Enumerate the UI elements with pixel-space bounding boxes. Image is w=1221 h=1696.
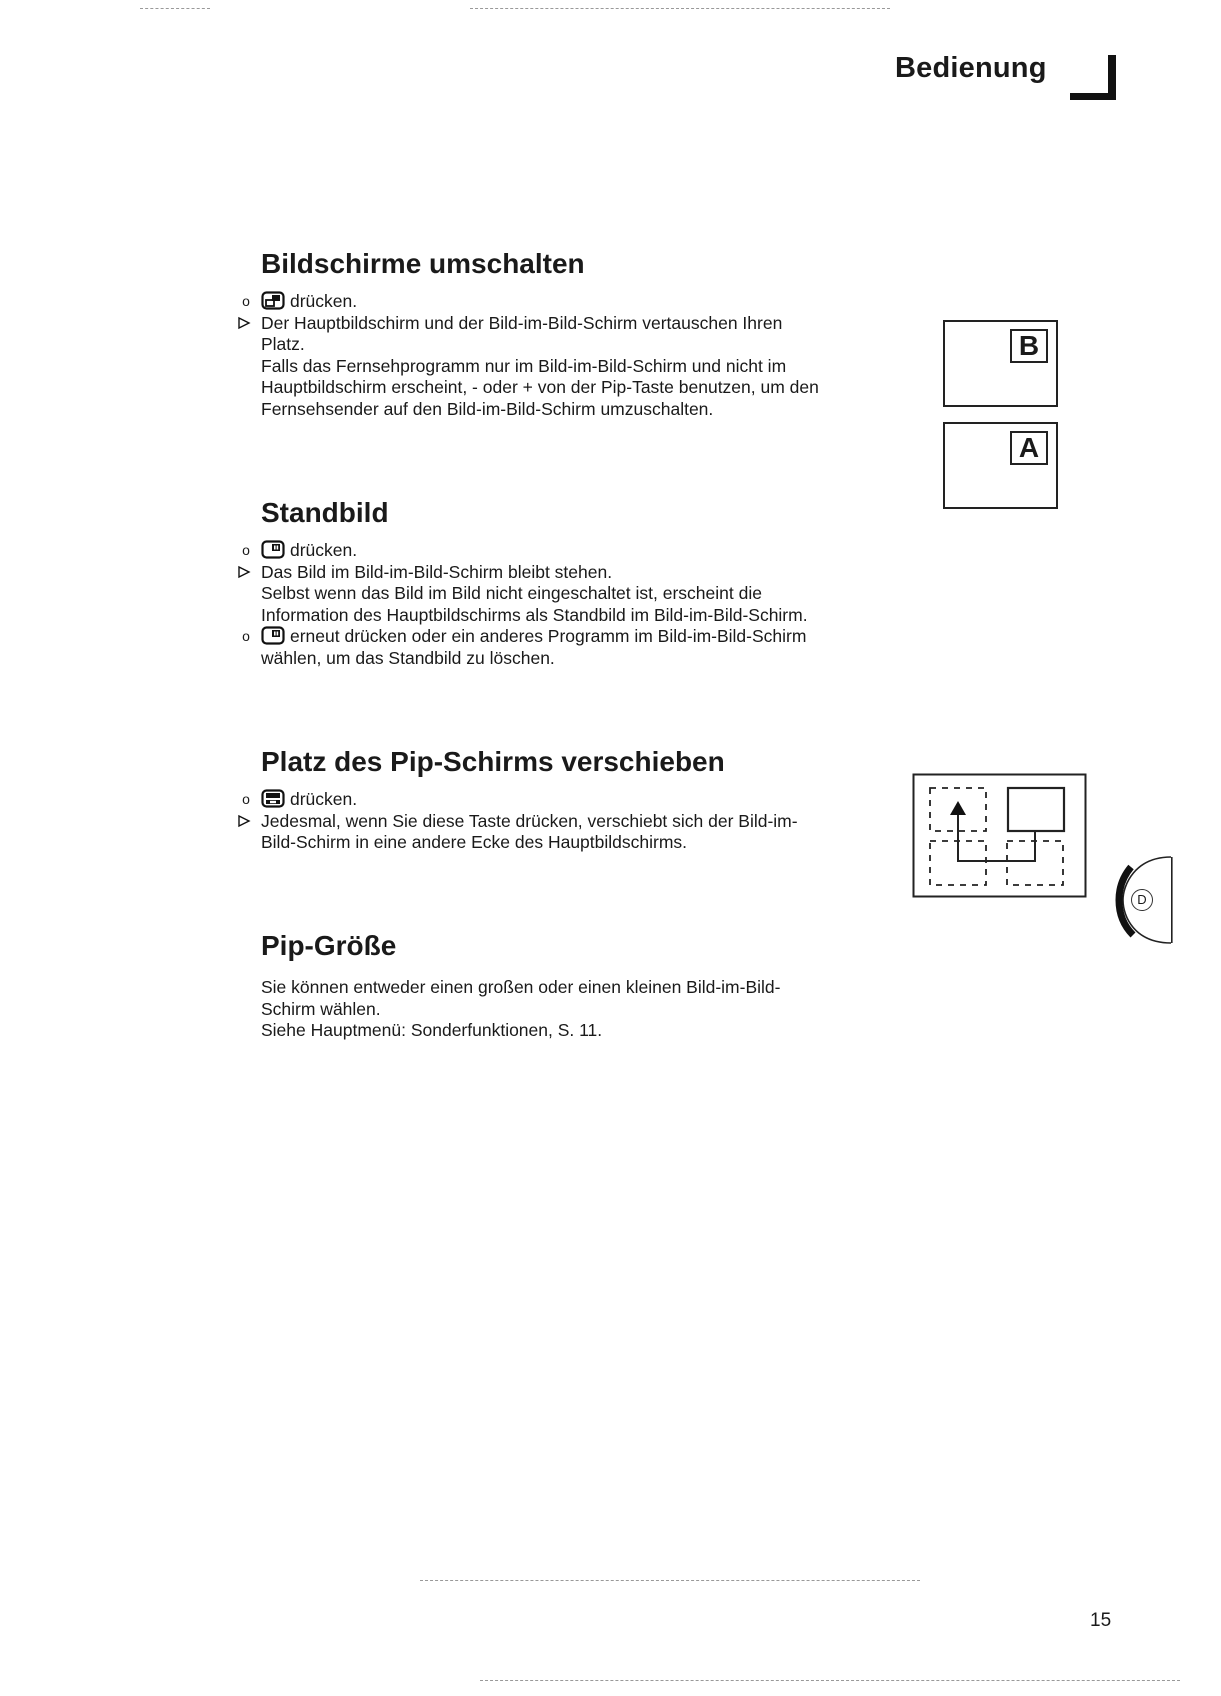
scan-artifact: [470, 8, 890, 10]
instruction-action: o erneut drücken oder ein anderes Programm im Bild-im-Bild-Schirm: [261, 626, 901, 648]
result-arrow-icon: [237, 316, 251, 330]
instruction-text: wählen, um das Standbild zu löschen.: [261, 647, 555, 668]
language-tab-label: D: [1131, 889, 1153, 911]
instruction-text: Bild-Schirm in eine andere Ecke des Hauptbildschirms.: [261, 832, 688, 852]
section-title-move-pip: Platz des Pip-Schirms verschieben: [261, 746, 725, 777]
screen-figure-bottom: [943, 422, 1058, 509]
section-body-freeze: [242, 540, 901, 669]
paragraph-line: Siehe Hauptmenü: Sonderfunktionen, S. 11.: [261, 1020, 603, 1040]
instruction-result: Jedesmal, wenn Sie diese Taste drücken, verschiebt sich der Bild-im-: [261, 811, 901, 833]
scan-artifact: [140, 8, 210, 10]
page-number: 15: [1090, 1610, 1112, 1631]
result-arrow-icon: [237, 814, 251, 828]
section-title-freeze: Standbild: [261, 497, 389, 528]
section-title-pip-size: Pip-Größe: [261, 930, 397, 961]
instruction-text: Fernsehsender auf den Bild-im-Bild-Schirm umzuschalten.: [261, 398, 714, 419]
instruction-result: Das Bild im Bild-im-Bild-Schirm bleibt stehen.: [261, 562, 901, 584]
instruction-action: o drücken.: [261, 540, 901, 562]
scan-artifact: [480, 1680, 1180, 1682]
instruction-action: o drücken.: [261, 291, 901, 313]
paragraph-line: Sie können entweder einen großen oder einen kleinen Bild-im-Bild-: [261, 977, 781, 997]
section-body-move-pip: [242, 789, 901, 854]
freeze-icon: [261, 626, 285, 645]
result-arrow-icon: [237, 565, 251, 579]
screen-label-a: A: [1010, 431, 1048, 465]
instruction-text: Falls das Fernsehprogramm nur im Bild-im-Bild-Schirm und nicht im: [261, 355, 787, 376]
section-body-swap: [242, 291, 901, 420]
instruction-result: Der Hauptbildschirm und der Bild-im-Bild-Schirm vertauschen Ihren: [261, 313, 901, 335]
instruction-text: Selbst wenn das Bild im Bild nicht eingeschaltet ist, erscheint die: [261, 583, 762, 603]
circle-bullet-icon: o: [242, 293, 250, 309]
circle-bullet-icon: o: [242, 791, 250, 807]
pip-move-diagram: [912, 773, 1087, 898]
pip-move-icon: [261, 789, 285, 808]
swap-screens-icon: [261, 291, 285, 310]
instruction-text: Platz.: [261, 334, 305, 354]
circle-bullet-icon: o: [242, 542, 250, 558]
page-header-title: Bedienung: [895, 52, 1047, 84]
screen-figure-top: [943, 320, 1058, 407]
corner-mark-icon: [1070, 55, 1118, 100]
freeze-icon: [261, 540, 285, 559]
section-title-swap: Bildschirme umschalten: [261, 248, 585, 279]
section-body-pip-size: [261, 977, 901, 1042]
instruction-text: Information des Hauptbildschirms als Standbild im Bild-im-Bild-Schirm.: [261, 604, 808, 625]
scan-artifact: [420, 1580, 920, 1582]
paragraph-line: Schirm wählen.: [261, 998, 381, 1019]
instruction-action: o drücken.: [261, 789, 901, 811]
circle-bullet-icon: o: [242, 628, 250, 644]
screen-label-b: B: [1010, 329, 1048, 363]
instruction-text: Hauptbildschirm erscheint, - oder + von der Pip-Taste benutzen, um den: [261, 377, 819, 397]
